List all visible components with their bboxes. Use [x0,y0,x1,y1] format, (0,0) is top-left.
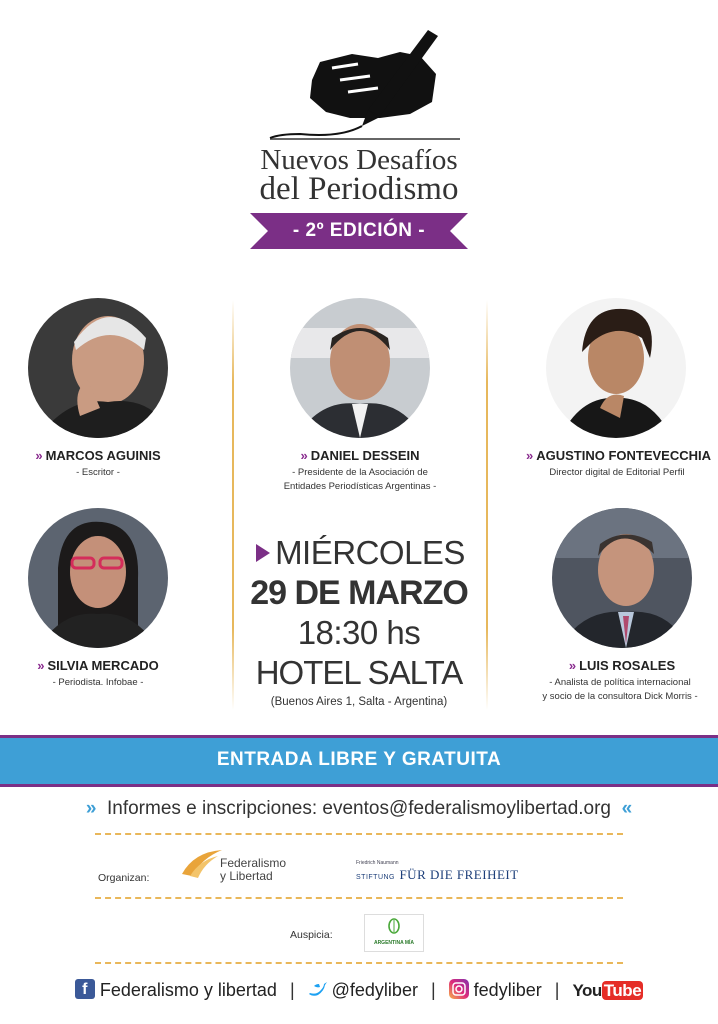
speaker-name: » SILVIA MERCADO [37,658,159,673]
info-text: Informes e inscripciones: eventos@federalismoylibertad.org [106,798,612,819]
dashed-divider [95,833,623,835]
organizers-label: Organizan: [98,872,150,884]
fnf-logo: Friedrich Naumann STIFTUNG FÜR DIE FREIHEIT [356,860,519,882]
speaker-role: - Periodista. Infobae - [52,677,144,688]
twitter-link[interactable]: @fedyliber [331,980,418,1000]
dashed-divider [95,962,623,964]
argentina-mia-logo: ARGENTINA MÍA [364,914,424,952]
twitter-icon[interactable] [308,981,328,997]
speaker-photo-dessein [290,298,430,438]
free-entry-text: ENTRADA LIBRE Y GRATUITA [216,749,502,770]
leaf-icon [384,918,404,934]
facebook-link[interactable]: Federalismo y libertad [99,980,277,1000]
speaker-name: » LUIS ROSALES [568,658,676,673]
speaker-name: » DANIEL DESSEIN [300,448,420,463]
speaker-photo-mercado [28,508,168,648]
column-divider [232,300,234,710]
speaker-role: Entidades Periodísticas Argentinas - [283,481,437,492]
event-venue: HOTEL SALTA [255,654,463,691]
column-divider [486,300,488,710]
event-day: MIÉRCOLES [275,534,465,571]
speaker-photo-aguinis [28,298,168,438]
speaker-role: y socio de la consultora Dick Morris - [542,691,698,702]
event-time: 18:30 hs [297,614,421,651]
event-title-line1: Nuevos Desafíos [260,144,458,176]
speaker-role: - Analista de política internacional [549,677,691,688]
pen-hand-logo [260,22,470,142]
speaker-photo-fontevecchia [546,298,686,438]
federalismo-logo-text: Federalismo y Libertad [220,856,287,883]
facebook-icon[interactable]: f [75,979,95,999]
youtube-icon[interactable]: You Tube [572,981,642,1000]
event-date: 29 DE MARZO [250,574,468,612]
event-address: (Buenos Aires 1, Salta - Argentina) [270,696,448,708]
speaker-role: Director digital de Editorial Perfil [549,467,685,478]
speaker-photo-rosales [552,508,692,648]
speaker-role: - Presidente de la Asociación de [292,467,428,478]
edition-label: - 2º EDICIÓN - [292,220,426,241]
federalismo-logo-icon [180,848,224,878]
social-bar: f Federalismo y libertad | @fedyliber | fedyliber | You Tube [0,980,718,1001]
instagram-icon[interactable] [449,979,469,999]
speaker-name: » AGUSTINO FONTEVECCHIA [526,448,712,463]
speaker-name: » MARCOS AGUINIS [35,448,161,463]
instagram-link[interactable]: fedyliber [473,980,542,1000]
info-line: » Informes e inscripciones: eventos@federalismoylibertad.org « [85,798,633,819]
sponsor-label: Auspicia: [290,929,333,941]
dashed-divider [95,897,623,899]
event-title-line2: del Periodismo [259,171,459,207]
speaker-role: - Escritor - [76,467,120,478]
